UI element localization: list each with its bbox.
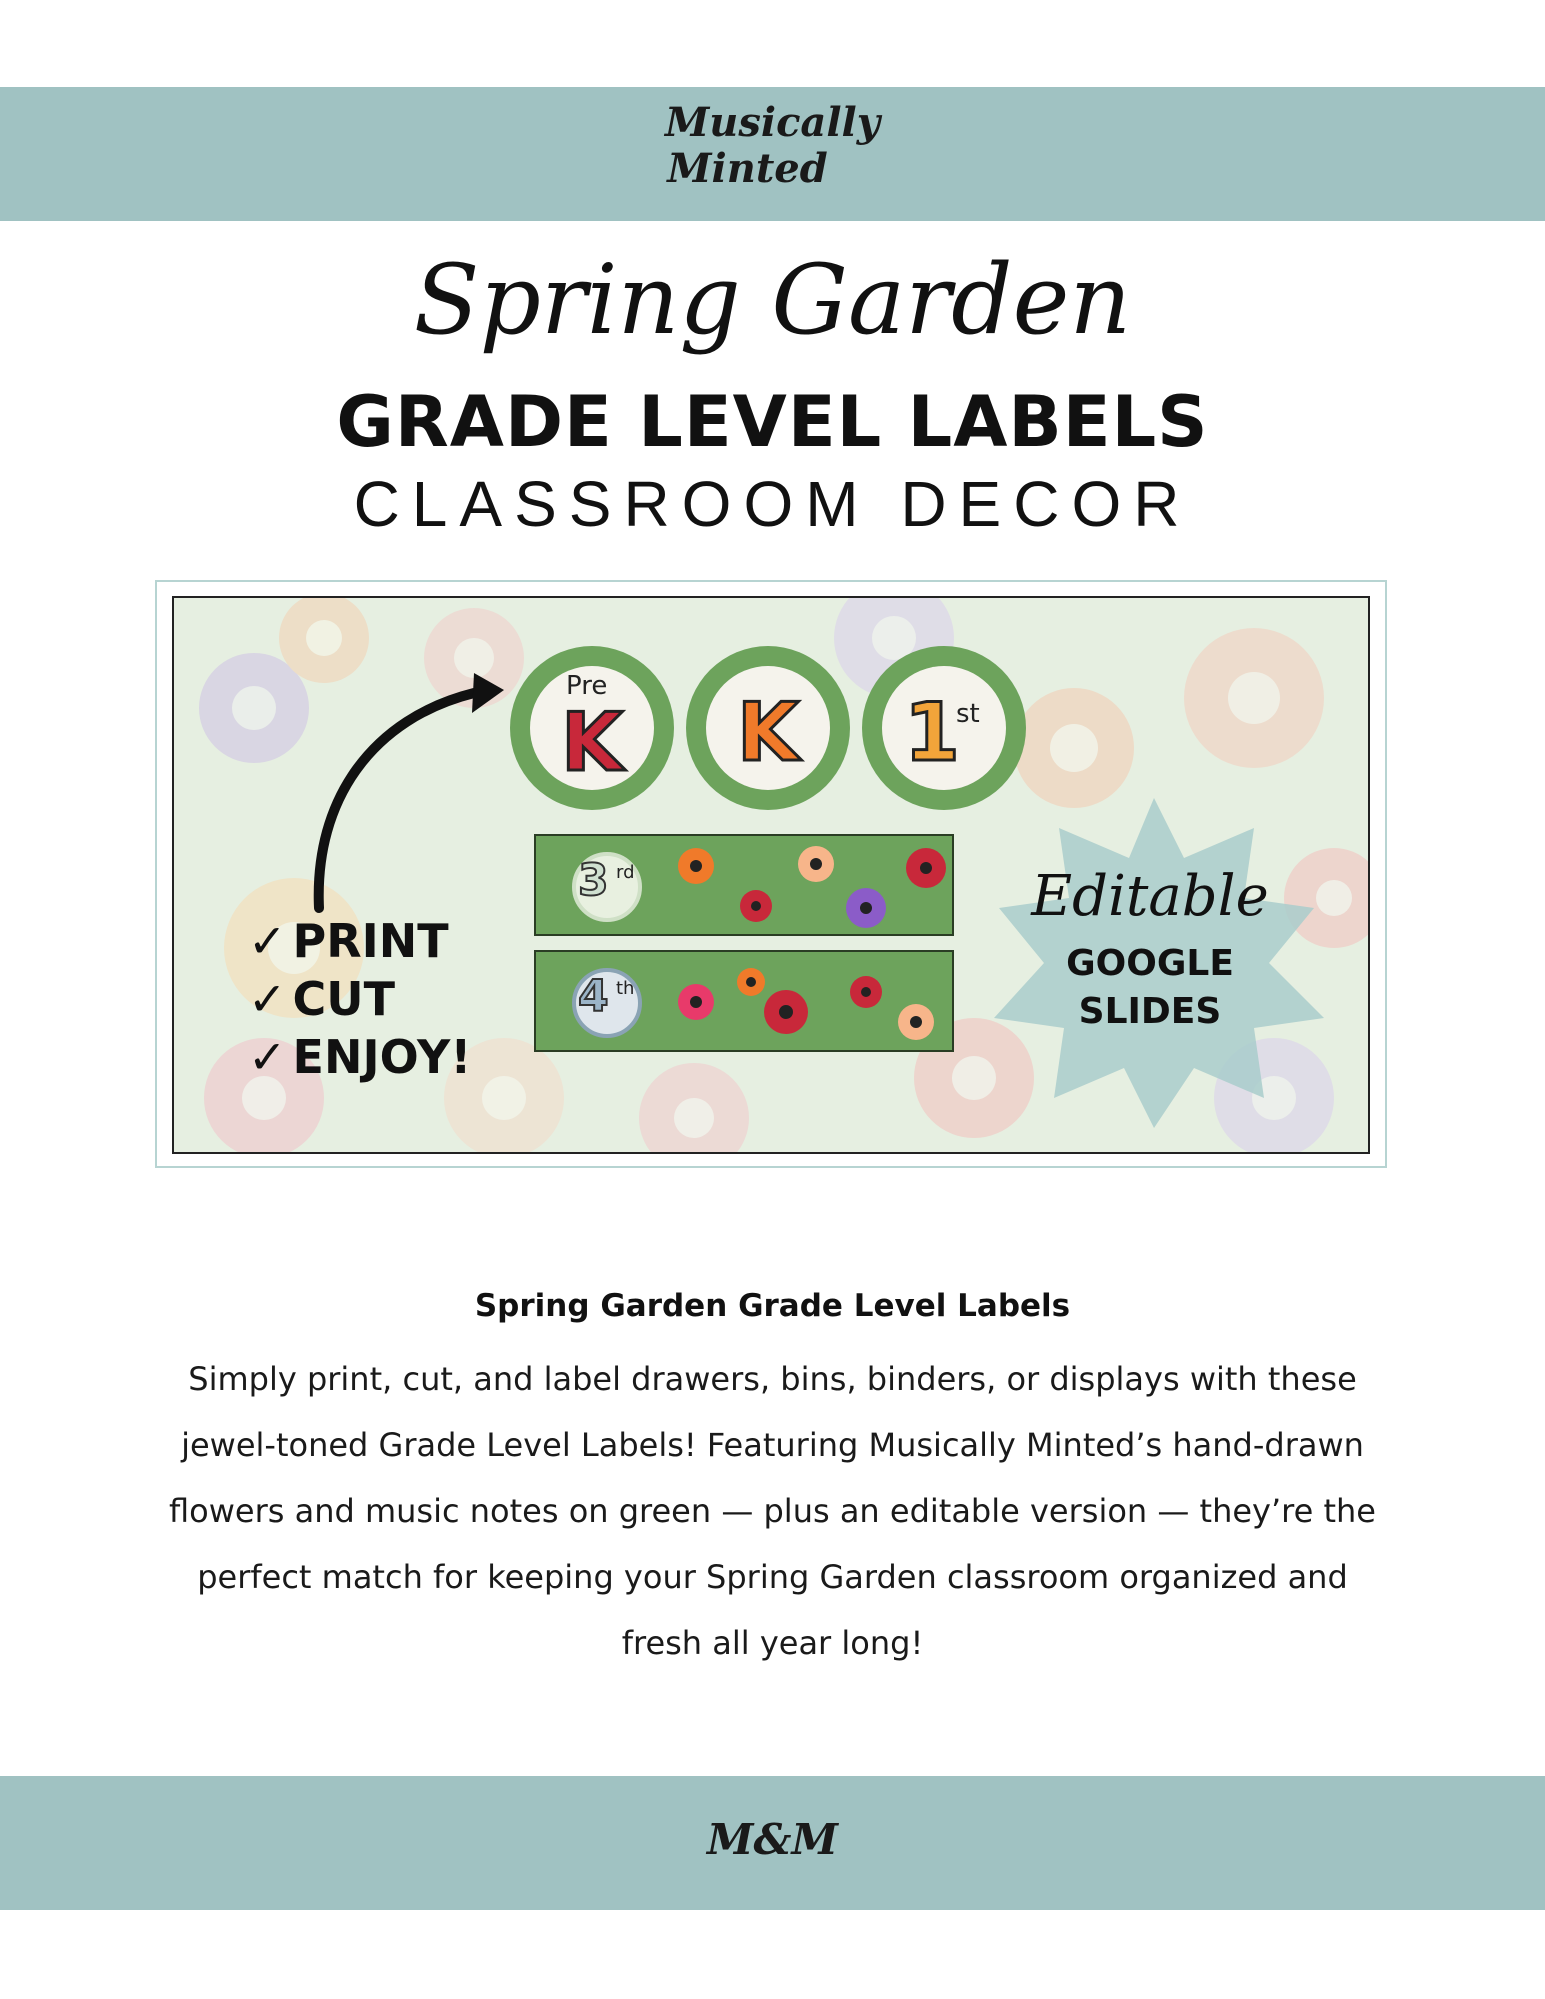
checklist-item [248,970,471,1028]
strip-flowers [536,836,954,936]
strip-flowers [536,952,954,1052]
product-subheading: CLASSROOM DECOR [353,468,1192,540]
description-body: Simply print, cut, and label drawers, bins, binders, or displays with these jewel-toned Grade Level Labels! Featuring Musically Minted’s hand-drawn flowers and music notes on green — plus an editable version — they’re the perfect match for keeping your Spring Garden classroom organized and fresh all year long! [169,1360,1376,1662]
curved-arrow [319,693,474,908]
checkmark-icon: ✓ [248,972,287,1026]
prek-small-text: Pre [566,671,608,701]
first-grade-number: 1 [904,686,960,779]
google-slides-line-1: GOOGLE [1066,943,1234,984]
script-title: Spring Garden [413,244,1132,356]
checklist-label: ENJOY! [292,1030,472,1084]
editable-script-text: Editable [1031,864,1269,929]
fourth-grade-number: 4 [578,971,609,1022]
checklist [248,912,471,1086]
first-grade-circle-label [862,646,1026,810]
logo-line-1: Musically [665,99,880,146]
checkmark-icon: ✓ [248,1030,287,1084]
footer-monogram: M&M [707,1815,838,1864]
logo-line-2: Minted [667,145,828,192]
product-heading: GRADE LEVEL LABELS [336,381,1209,463]
brand-logo [0,100,1545,192]
third-grade-strip-label [534,834,954,936]
kindergarten-circle-label [686,646,850,810]
checklist-label: CUT [292,972,396,1026]
google-slides-line-2: SLIDES [1078,991,1222,1032]
checklist-item [248,1028,471,1086]
third-grade-number: 3 [578,855,609,906]
fourth-grade-suffix: th [616,978,635,999]
google-slides-text [1030,940,1270,1036]
checklist-item [248,912,471,970]
kindergarten-big-letter: K [737,686,799,779]
description-title: Spring Garden Grade Level Labels [474,1288,1071,1324]
prek-circle-label [510,646,674,810]
first-grade-suffix: st [956,699,980,729]
prek-big-letter: K [561,696,623,789]
third-grade-suffix: rd [616,862,635,883]
checkmark-icon: ✓ [248,914,287,968]
checklist-label: PRINT [292,914,449,968]
fourth-grade-strip-label [534,950,954,1052]
